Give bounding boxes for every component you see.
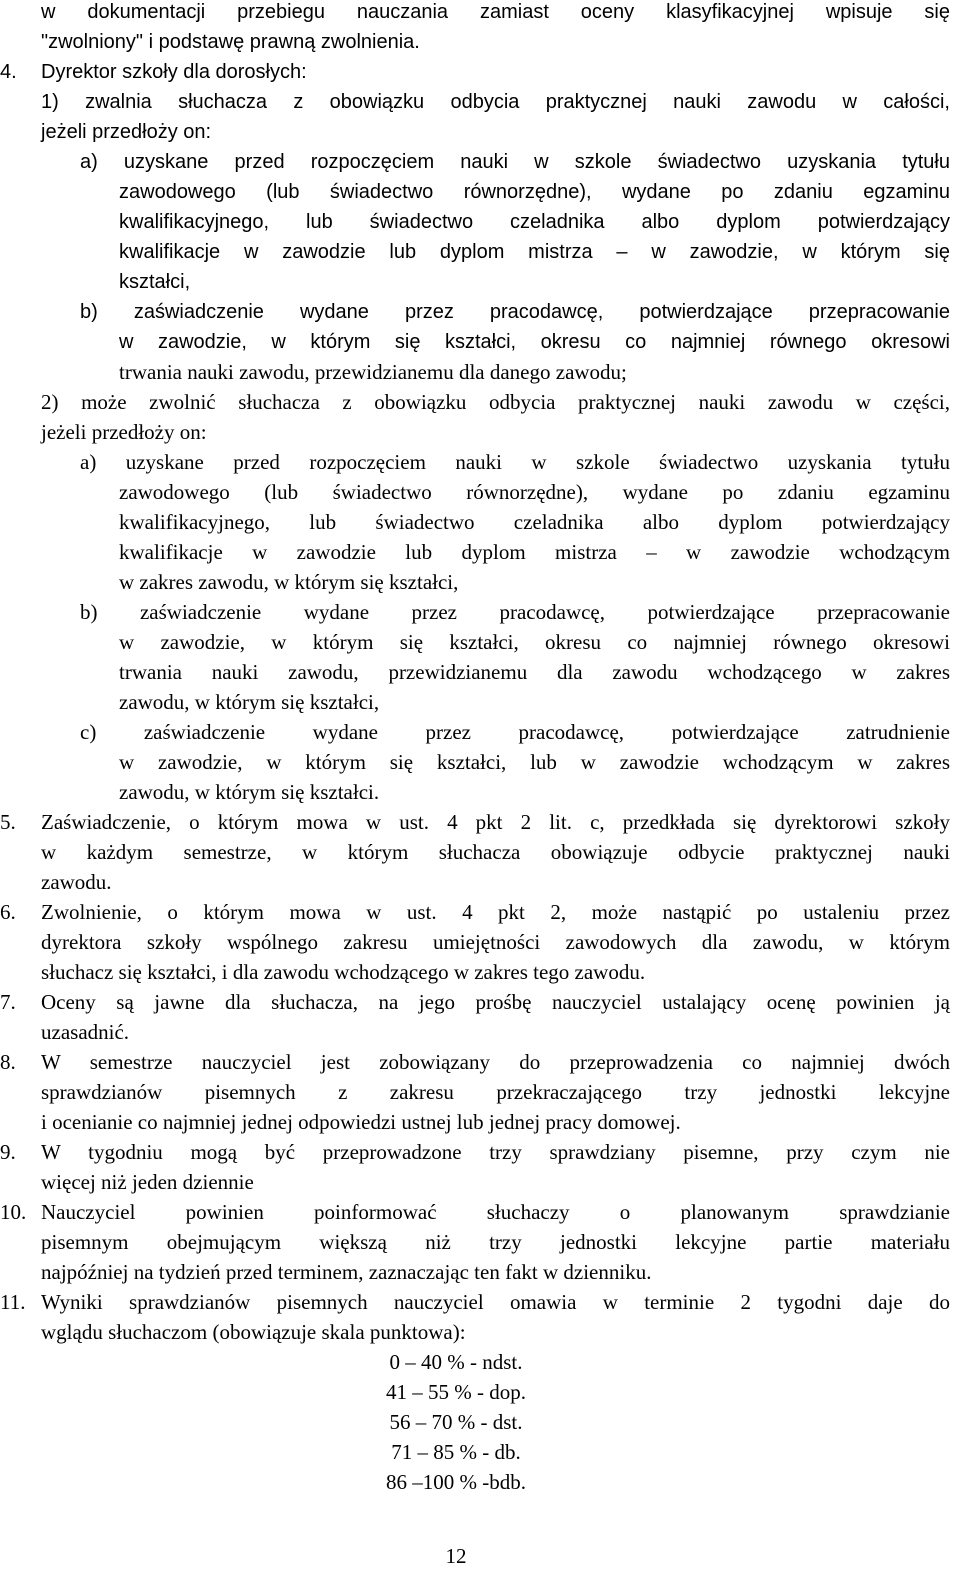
- text-line: [0, 657, 960, 687]
- text-line: [0, 1077, 960, 1107]
- grading-scale: [0, 1347, 960, 1497]
- text-line: [0, 357, 960, 387]
- paragraph-text: zawodowego (lub świadectwo równorzędne), wydane po zdaniu egzaminu: [119, 181, 950, 203]
- text-line: [0, 1107, 960, 1137]
- paragraph-text: b) zaświadczenie wydane przez pracodawcę, potwierdzające przepracowanie: [80, 301, 950, 323]
- paragraph-text: kwalifikacje w zawodzie lub dyplom mistrza – w zawodzie, w którym się: [119, 241, 950, 263]
- paragraph-text: Wyniki sprawdzianów pisemnych nauczyciel omawia w terminie 2 tygodni daje do: [41, 1290, 950, 1314]
- paragraph-text: dyrektora szkoły wspólnego zakresu umiejętności zawodowych dla zawodu, w którym: [41, 930, 950, 954]
- list-item-6: [0, 897, 960, 927]
- list-number: 7.: [0, 990, 16, 1014]
- list-item-9: [0, 1137, 960, 1167]
- paragraph-text: "zwolniony" i podstawę prawną zwolnienia.: [41, 31, 420, 53]
- text-line: [0, 237, 960, 267]
- text-line: [0, 687, 960, 717]
- paragraph-text: uzasadnić.: [41, 1020, 130, 1044]
- text-line: [0, 537, 960, 567]
- text-line: [0, 867, 960, 897]
- paragraph-text: pisemnym obejmującym większą niż trzy jednostki lekcyjne partie materiału: [41, 1230, 950, 1254]
- paragraph-text: jeżeli przedłoży on:: [41, 121, 212, 143]
- paragraph-text: zawodowego (lub świadectwo równorzędne), wydane po zdaniu egzaminu: [119, 480, 950, 504]
- paragraph-text: Oceny są jawne dla słuchacza, na jego prośbę nauczyciel ustalający ocenę powinien ją: [41, 990, 950, 1014]
- text-line: [0, 417, 960, 447]
- list-number: 11.: [0, 1290, 26, 1314]
- paragraph-text: w zawodzie, w którym się kształci, lub w zawodzie wchodzącym w zakres: [119, 750, 950, 774]
- paragraph-text: kwalifikacyjnego, lub świadectwo czeladnika albo dyplom potwierdzający: [119, 211, 950, 233]
- scale-entry: 71 – 85 % - db.: [391, 1440, 521, 1464]
- text-line: [0, 1257, 960, 1287]
- text-line: [0, 747, 960, 777]
- scale-entry: 0 – 40 % - ndst.: [389, 1350, 523, 1374]
- paragraph-text: a) uzyskane przed rozpoczęciem nauki w szkole świadectwo uzyskania tytułu: [80, 151, 950, 173]
- paragraph-text: W tygodniu mogą być przeprowadzone trzy sprawdziany pisemne, przy czym nie: [41, 1140, 950, 1164]
- text-line: [0, 117, 960, 147]
- paragraph-text: w zakres zawodu, w którym się kształci,: [119, 570, 459, 594]
- text-line: [0, 177, 960, 207]
- paragraph-text: sprawdzianów pisemnych z zakresu przekraczającego trzy jednostki lekcyjne: [41, 1080, 950, 1104]
- list-number: 10.: [0, 1200, 27, 1224]
- text-line: [0, 567, 960, 597]
- list-number: 8.: [0, 1050, 16, 1074]
- list-number: 6.: [0, 900, 16, 924]
- list-item-10: [0, 1197, 960, 1227]
- paragraph-text: słuchacz się kształci, i dla zawodu wchodzącego w zakres tego zawodu.: [41, 960, 646, 984]
- text-line: [0, 627, 960, 657]
- paragraph-text: W semestrze nauczyciel jest zobowiązany do przeprowadzenia co najmniej dwóch: [41, 1050, 950, 1074]
- paragraph-text: wglądu słuchaczom (obowiązuje skala punktowa):: [41, 1320, 466, 1344]
- text-line: [0, 297, 960, 327]
- paragraph-text: w dokumentacji przebiegu nauczania zamiast oceny klasyfikacyjnej wpisuje się: [41, 1, 950, 23]
- scale-entry: 41 – 55 % - dop.: [386, 1380, 526, 1404]
- paragraph-text: zawodu, w którym się kształci,: [119, 690, 380, 714]
- list-item-8: [0, 1047, 960, 1077]
- paragraph-text: Zaświadczenie, o którym mowa w ust. 4 pkt 2 lit. c, przedkłada się dyrektorowi szkoły: [41, 810, 950, 834]
- paragraph-text: zawodu.: [41, 870, 112, 894]
- paragraph-text: 1) zwalnia słuchacza z obowiązku odbycia praktycznej nauki zawodu w całości,: [41, 91, 950, 113]
- list-number: 5.: [0, 810, 16, 834]
- paragraph-text: zawodu, w którym się kształci.: [119, 780, 380, 804]
- text-line: [0, 777, 960, 807]
- list-number: 4.: [0, 61, 17, 83]
- text-line: [0, 927, 960, 957]
- paragraph-text: więcej niż jeden dziennie: [41, 1170, 254, 1194]
- text-line: [0, 957, 960, 987]
- paragraph-text: 2) może zwolnić słuchacza z obowiązku odbycia praktycznej nauki zawodu w części,: [41, 390, 950, 414]
- paragraph-text: najpóźniej na tydzień przed terminem, zaznaczając ten fakt w dzienniku.: [41, 1260, 652, 1284]
- text-line: [0, 597, 960, 627]
- list-item-5: [0, 807, 960, 837]
- paragraph-text: trwania nauki zawodu, przewidzianemu dla danego zawodu;: [119, 360, 627, 384]
- text-line: [0, 27, 960, 57]
- paragraph-text: a) uzyskane przed rozpoczęciem nauki w szkole świadectwo uzyskania tytułu: [80, 450, 950, 474]
- paragraph-text: w zawodzie, w którym się kształci, okresu co najmniej równego okresowi: [119, 630, 950, 654]
- text-line: [0, 327, 960, 357]
- paragraph-text: b) zaświadczenie wydane przez pracodawcę, potwierdzające przepracowanie: [80, 600, 950, 624]
- text-line: [0, 447, 960, 477]
- paragraph-text: kwalifikacje w zawodzie lub dyplom mistrza – w zawodzie wchodzącym: [119, 540, 950, 564]
- paragraph-text: w każdym semestrze, w którym słuchacza obowiązuje odbycie praktycznej nauki: [41, 840, 950, 864]
- text-line: [0, 837, 960, 867]
- text-line: [0, 477, 960, 507]
- text-line: [0, 87, 960, 117]
- paragraph-text: Zwolnienie, o którym mowa w ust. 4 pkt 2, może nastąpić po ustaleniu przez: [41, 900, 950, 924]
- paragraph-text: w zawodzie, w którym się kształci, okresu co najmniej równego okresowi: [119, 331, 950, 353]
- paragraph-text: kształci,: [119, 271, 191, 293]
- paragraph-text: i ocenianie co najmniej jednej odpowiedzi ustnej lub jednej pracy domowej.: [41, 1110, 681, 1134]
- list-item-7: [0, 987, 960, 1017]
- page-number: 12: [445, 1544, 467, 1568]
- paragraph-text: kwalifikacyjnego, lub świadectwo czeladnika albo dyplom potwierdzający: [119, 510, 950, 534]
- text-line: [0, 717, 960, 747]
- text-line: [0, 507, 960, 537]
- text-line: [0, 147, 960, 177]
- text-line: [0, 207, 960, 237]
- text-line: [0, 1017, 960, 1047]
- paragraph-text: trwania nauki zawodu, przewidzianemu dla zawodu wchodzącego w zakres: [119, 660, 950, 684]
- scale-entry: 86 –100 % -bdb.: [386, 1470, 526, 1494]
- paragraph-text: Dyrektor szkoły dla dorosłych:: [41, 61, 307, 83]
- text-line: [0, 267, 960, 297]
- text-line: [0, 1227, 960, 1257]
- text-line: [0, 1167, 960, 1197]
- list-item-4: [0, 57, 960, 87]
- scale-entry: 56 – 70 % - dst.: [389, 1410, 523, 1434]
- text-line: [0, 387, 960, 417]
- list-number: 9.: [0, 1140, 16, 1164]
- list-item-11: [0, 1287, 960, 1317]
- paragraph-text: Nauczyciel powinien poinformować słuchaczy o planowanym sprawdzianie: [41, 1200, 950, 1224]
- paragraph-text: jeżeli przedłoży on:: [41, 420, 207, 444]
- text-line: [0, 0, 960, 27]
- text-line: [0, 1317, 960, 1347]
- paragraph-text: c) zaświadczenie wydane przez pracodawcę, potwierdzające zatrudnienie: [80, 720, 950, 744]
